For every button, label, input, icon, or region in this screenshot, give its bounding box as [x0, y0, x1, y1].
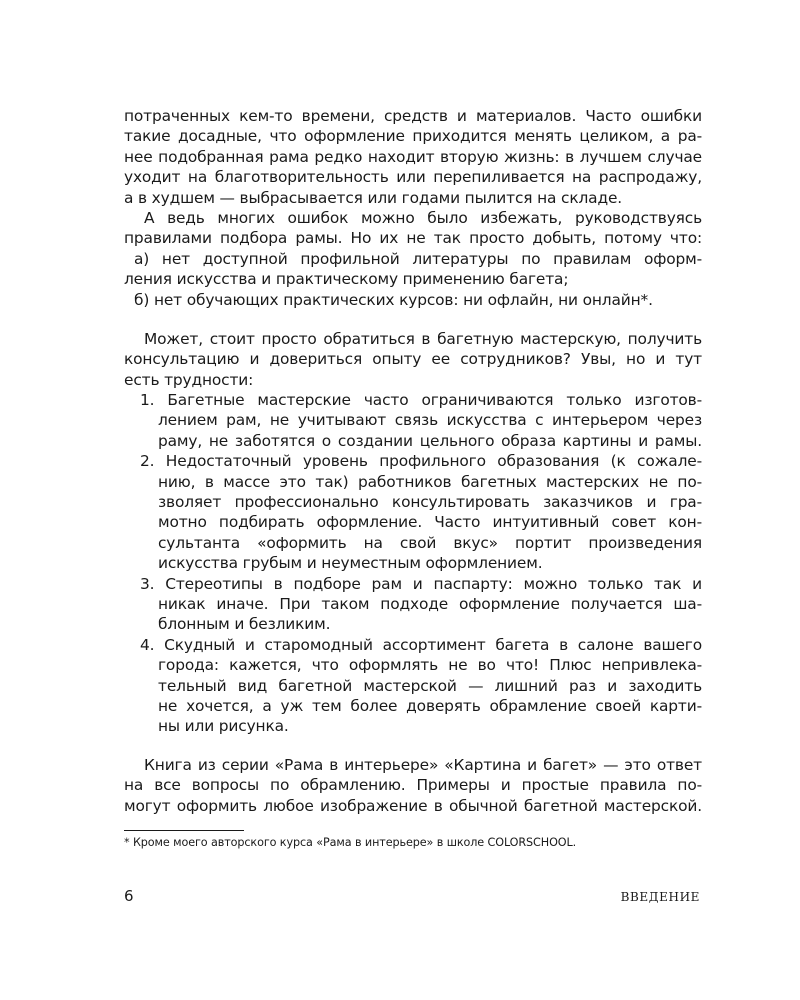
- list-item: б) нет обучающих практических курсов: ни офлайн, ни онлайн*.: [134, 290, 653, 309]
- text-line: тельный вид багетной мастерской — лишний раз и заходить: [158, 676, 702, 695]
- list-item-continuation: ления искусства и практическому применению багета;: [124, 270, 569, 289]
- paragraph: [124, 106, 702, 208]
- running-head: ВВЕДЕНИЕ: [620, 890, 700, 904]
- difficulties-list: [124, 390, 702, 737]
- text-line: А ведь многих ошибок можно было избежать, руководствуясь: [144, 208, 702, 227]
- text-line: правилами подбора рамы. Но их не так просто добыть, потому что:: [124, 229, 702, 248]
- text-line: раму, не заботятся о создании цельного образа картины и рамы.: [158, 431, 702, 450]
- text-line: нее подобранная рама редко находит вторую жизнь: в лучшем случае: [124, 147, 702, 166]
- text-line: никак иначе. При таком подходе оформление получается ша-: [158, 594, 702, 613]
- text-line: блонным и безликим.: [158, 615, 331, 634]
- text-line: на все вопросы по обрамлению. Примеры и простые правила по-: [124, 776, 702, 795]
- list-item: [124, 635, 702, 737]
- text-line: есть трудности:: [124, 370, 254, 389]
- reasons-list: [124, 249, 702, 310]
- paragraph: [124, 329, 702, 390]
- text-line: мотно подбирать оформление. Часто интуитивный совет кон-: [158, 513, 702, 532]
- text-line: не хочется, а уж тем более доверять обрамление своей карти-: [158, 696, 702, 715]
- text-line: города: кажется, что оформлять не во что! Плюс непривлека-: [158, 656, 702, 675]
- spacer: [124, 737, 702, 755]
- text-line: потраченных кем-то времени, средств и материалов. Часто ошибки: [124, 107, 702, 125]
- text-line: искусства грубым и неуместным оформлением.: [158, 554, 543, 573]
- text-line: консультацию и довериться опыту ее сотрудников? Увы, но и тут: [124, 350, 702, 369]
- text-line: нию, в массе это так) работников багетных мастерских не по-: [158, 472, 702, 491]
- text-line: 3. Стереотипы в подборе рам и паспарту: можно только так и: [140, 574, 702, 593]
- text-line: сультанта «оформить на свой вкус» портит произведения: [158, 533, 702, 552]
- list-item: [124, 451, 702, 573]
- text-line: Книга из серии «Рама в интерьере» «Картина и багет» — это ответ: [144, 755, 702, 774]
- list-item: а) нет доступной профильной литературы по правилам оформ-: [134, 249, 702, 268]
- text-line: 1. Багетные мастерские часто ограничиваются только изготов-: [140, 391, 702, 410]
- text-line: 4. Скудный и старомодный ассортимент багета в салоне вашего: [140, 635, 702, 654]
- body-text: [124, 106, 702, 816]
- footnote-divider: [124, 830, 244, 831]
- paragraph: [124, 755, 702, 816]
- text-line: Может, стоит просто обратиться в багетную мастерскую, получить: [144, 329, 702, 348]
- text-line: такие досадные, что оформление приходится менять целиком, а ра-: [124, 127, 702, 146]
- text-line: лением рам, не учитывают связь искусства с интерьером через: [158, 411, 702, 430]
- text-line: а в худшем — выбрасывается или годами пылится на складе.: [124, 188, 623, 207]
- text-line: ны или рисунка.: [158, 717, 289, 736]
- text-line: могут оформить любое изображение в обычной багетной мастерской.: [124, 796, 702, 815]
- list-item: [124, 390, 702, 451]
- page-number: 6: [124, 887, 134, 905]
- text-line: уходит на благотворительность или перепиливается на распродажу,: [124, 168, 702, 187]
- text-line: зволяет профессионально консультировать заказчиков и гра-: [158, 493, 702, 512]
- paragraph: [124, 208, 702, 249]
- text-line: 2. Недостаточный уровень профильного образования (к сожале-: [140, 452, 702, 471]
- footnote: * Кроме моего авторского курса «Рама в интерьере» в школе COLORSCHOOL.: [124, 836, 577, 849]
- spacer: [124, 310, 702, 329]
- list-item: [124, 574, 702, 635]
